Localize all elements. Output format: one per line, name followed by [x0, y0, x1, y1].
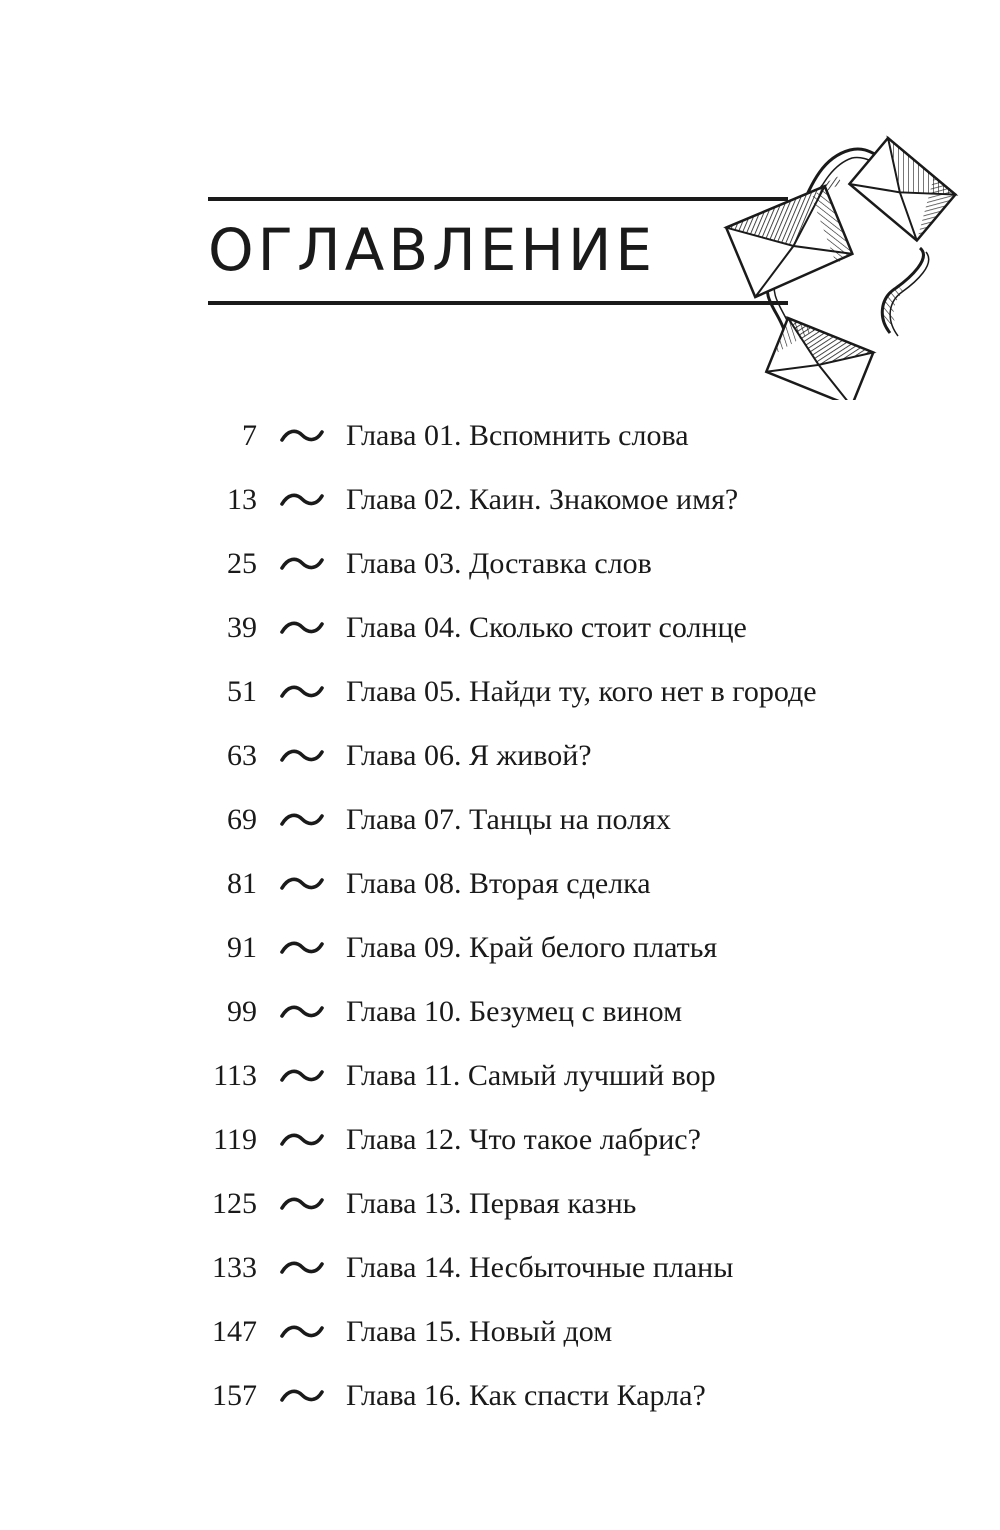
tilde-swash-icon — [280, 932, 324, 964]
toc-entry[interactable] — [0, 854, 1000, 918]
toc-chapter-title: Глава 16. Как спасти Карла? — [346, 1379, 706, 1412]
toc-entry[interactable] — [0, 662, 1000, 726]
toc-chapter-title: Глава 15. Новый дом — [346, 1315, 613, 1348]
toc-entry[interactable] — [0, 726, 1000, 790]
tilde-swash-icon — [280, 484, 324, 516]
tilde-swash-icon — [280, 868, 324, 900]
tilde-swash-icon — [280, 548, 324, 580]
toc-chapter-title: Глава 04. Сколько стоит солнце — [346, 611, 747, 644]
toc-entry[interactable] — [0, 1046, 1000, 1110]
toc-chapter-title: Глава 06. Я живой? — [346, 739, 592, 772]
toc-chapter-title: Глава 13. Первая казнь — [346, 1187, 637, 1220]
paper-envelopes-ribbon-icon — [700, 128, 985, 400]
toc-entry[interactable] — [0, 1302, 1000, 1366]
toc-entry[interactable] — [0, 982, 1000, 1046]
toc-chapter-title: Глава 01. Вспомнить слова — [346, 419, 689, 452]
toc-page-number: 51 — [227, 675, 257, 708]
tilde-swash-icon — [280, 1252, 324, 1284]
toc-page-number: 157 — [212, 1379, 257, 1412]
toc-page-number: 119 — [213, 1123, 257, 1156]
tilde-swash-icon — [280, 740, 324, 772]
toc-entry[interactable] — [0, 1238, 1000, 1302]
toc-entry[interactable] — [0, 790, 1000, 854]
toc-chapter-title: Глава 03. Доставка слов — [346, 547, 652, 580]
toc-entry[interactable] — [0, 406, 1000, 470]
toc-page-number: 13 — [227, 483, 257, 516]
toc-chapter-title: Глава 14. Несбыточные планы — [346, 1251, 734, 1284]
toc-entry[interactable] — [0, 1110, 1000, 1174]
toc-chapter-title: Глава 05. Найди ту, кого нет в городе — [346, 675, 817, 708]
tilde-swash-icon — [280, 1188, 324, 1220]
tilde-swash-icon — [280, 1124, 324, 1156]
tilde-swash-icon — [280, 996, 324, 1028]
toc-page-number: 25 — [227, 547, 257, 580]
tilde-swash-icon — [280, 1060, 324, 1092]
tilde-swash-icon — [280, 1316, 324, 1348]
toc-entry[interactable] — [0, 1366, 1000, 1430]
toc-page-number: 147 — [212, 1315, 257, 1348]
toc-chapter-title: Глава 10. Безумец с вином — [346, 995, 683, 1028]
page-title: ОГЛАВЛЕНИЕ — [208, 216, 657, 284]
toc-page-number: 99 — [227, 995, 257, 1028]
tilde-swash-icon — [280, 1380, 324, 1412]
toc-chapter-title: Глава 12. Что такое лабрис? — [346, 1123, 701, 1156]
toc-page-number: 113 — [213, 1059, 257, 1092]
toc-entry[interactable] — [0, 918, 1000, 982]
toc-page-number: 7 — [242, 419, 257, 452]
toc-entry[interactable] — [0, 598, 1000, 662]
toc-entry[interactable] — [0, 1174, 1000, 1238]
toc-entry[interactable] — [0, 470, 1000, 534]
toc-page-number: 125 — [212, 1187, 257, 1220]
toc-page-number: 133 — [212, 1251, 257, 1284]
toc-page-number: 81 — [227, 867, 257, 900]
toc-page-number: 69 — [227, 803, 257, 836]
tilde-swash-icon — [280, 612, 324, 644]
tilde-swash-icon — [280, 676, 324, 708]
tilde-swash-icon — [280, 804, 324, 836]
toc-page-number: 39 — [227, 611, 257, 644]
toc-entry[interactable] — [0, 534, 1000, 598]
toc-chapter-title: Глава 07. Танцы на полях — [346, 803, 671, 836]
toc-chapter-title: Глава 02. Каин. Знакомое имя? — [346, 483, 739, 516]
toc-chapter-title: Глава 08. Вторая сделка — [346, 867, 651, 900]
toc-page-number: 91 — [227, 931, 257, 964]
toc-chapter-title: Глава 11. Самый лучший вор — [346, 1059, 716, 1092]
toc-chapter-title: Глава 09. Край белого платья — [346, 931, 718, 964]
toc-page-number: 63 — [227, 739, 257, 772]
tilde-swash-icon — [280, 420, 324, 452]
table-of-contents — [0, 406, 1000, 1430]
